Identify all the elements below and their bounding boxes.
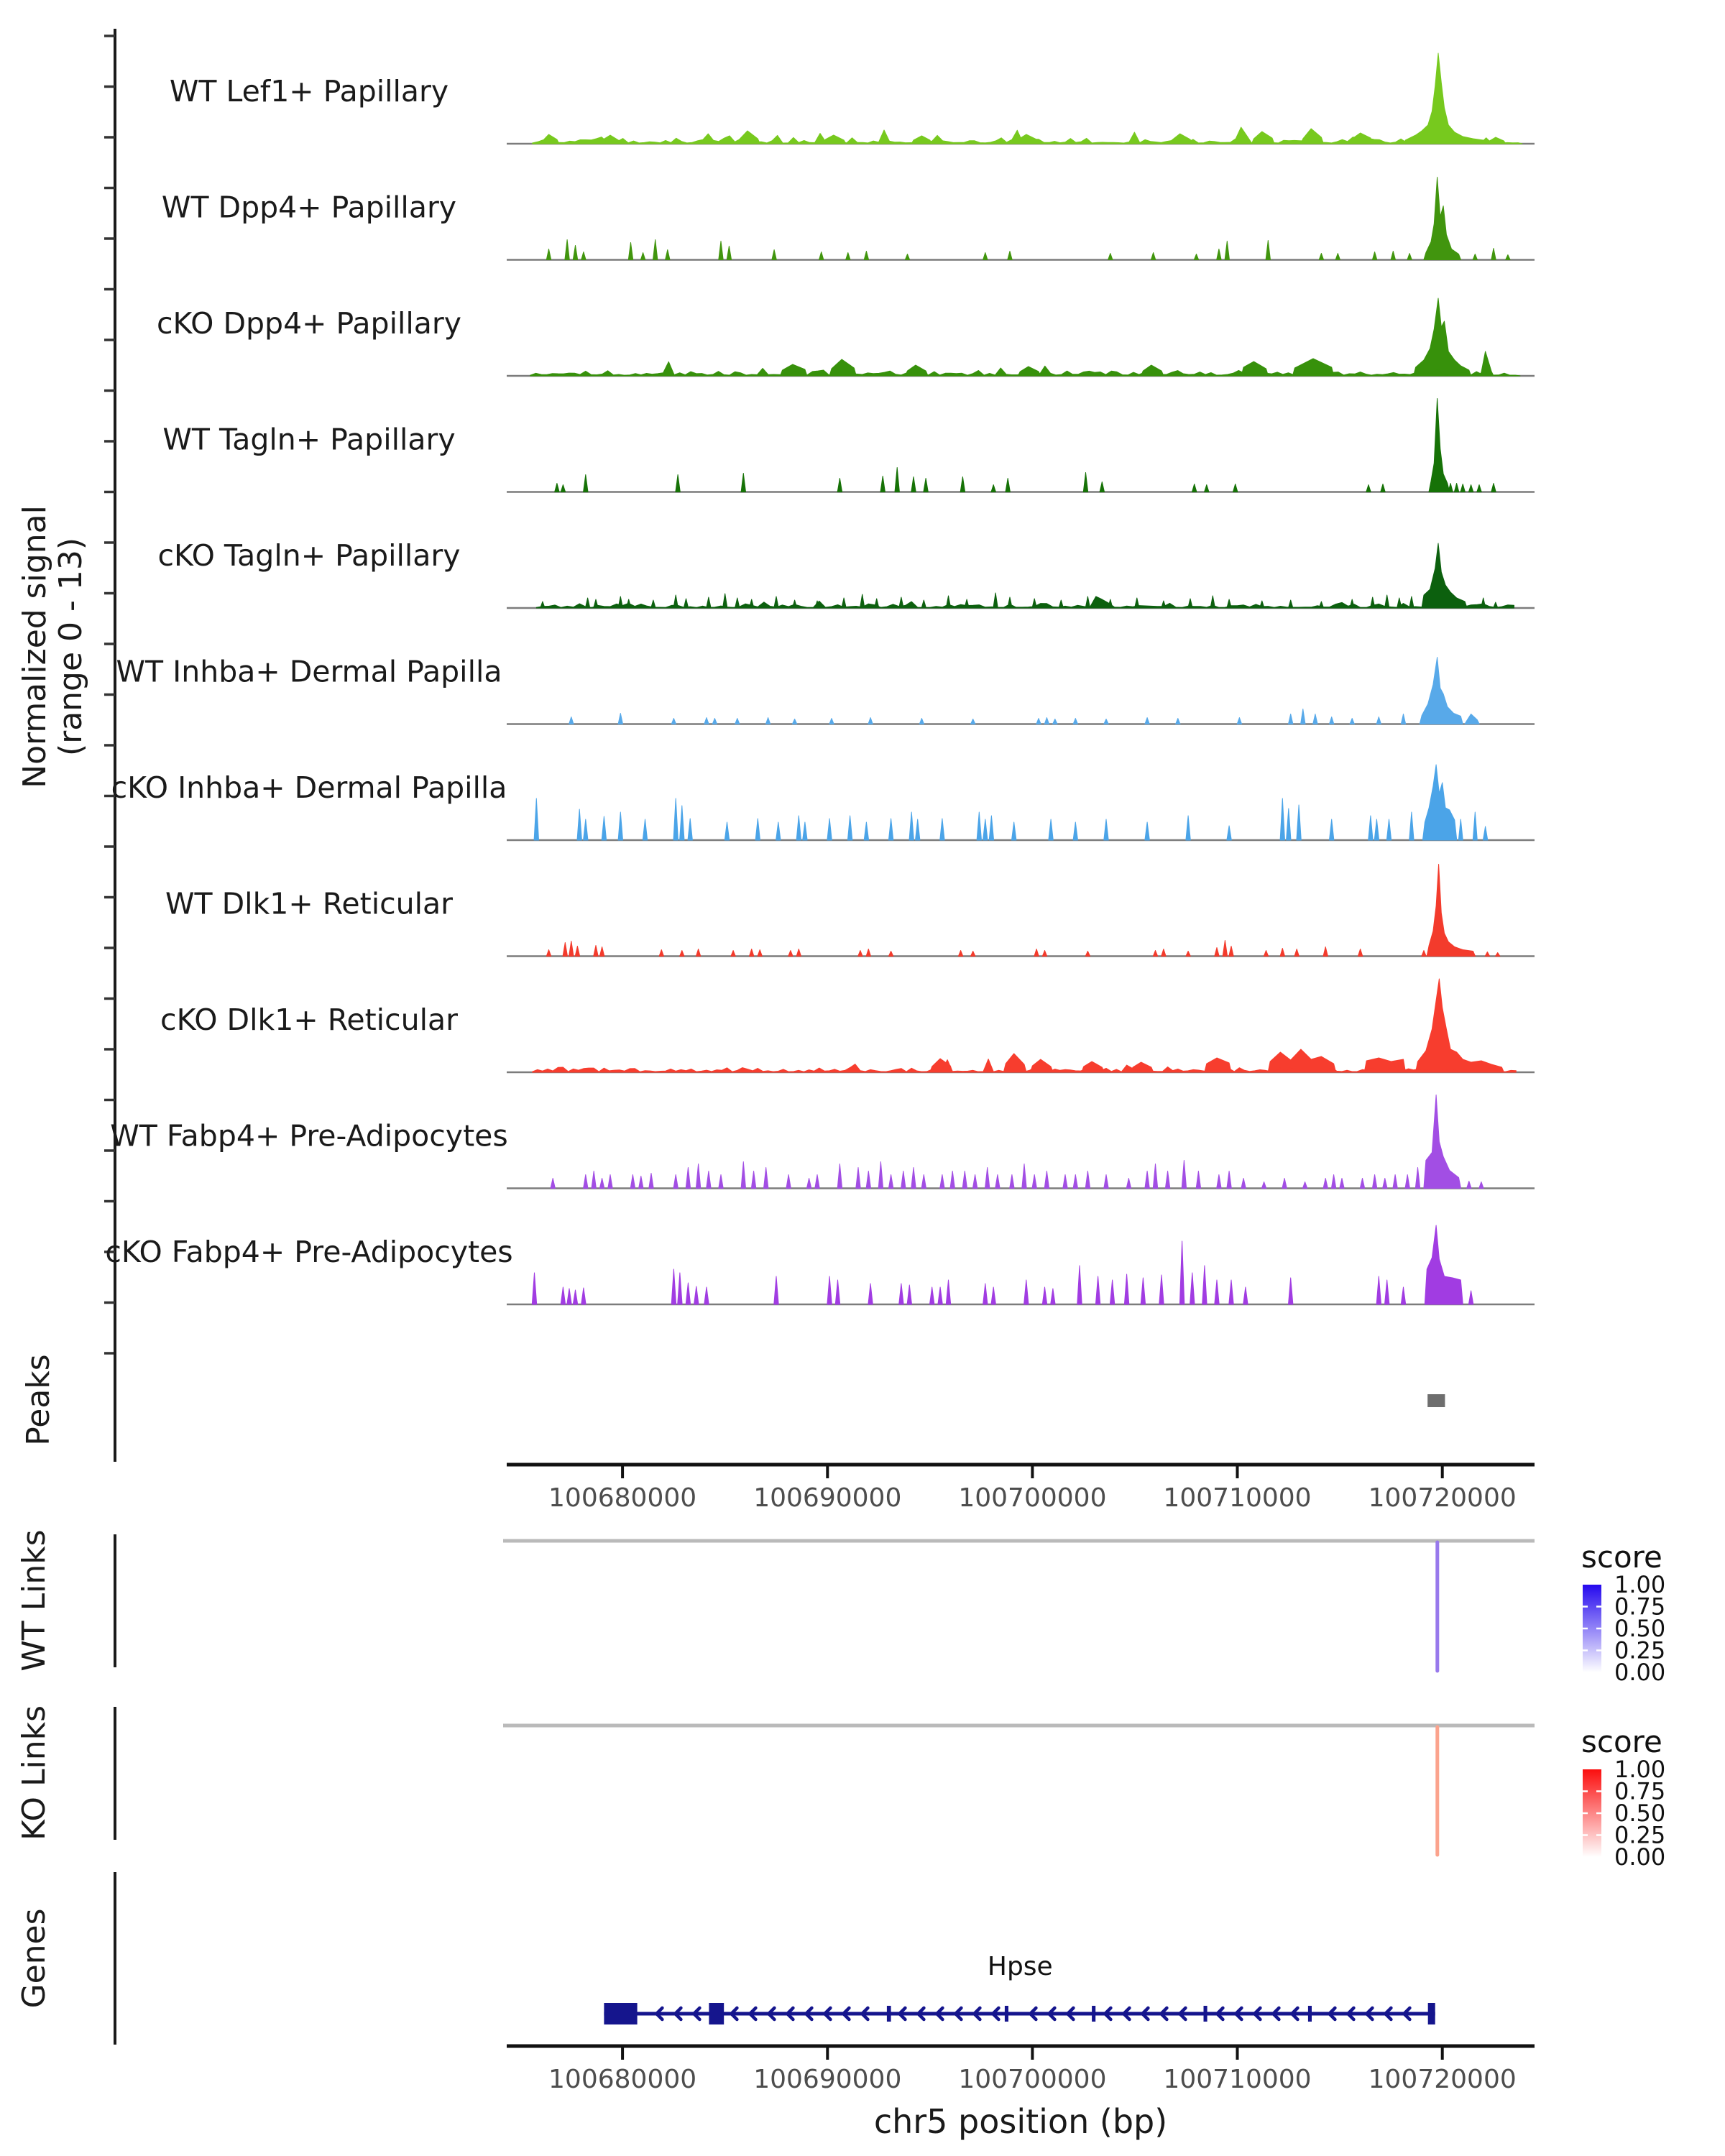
legend-tick-label: 0.00 [1614, 1659, 1666, 1686]
x-axis-tick-label: 100680000 [548, 2065, 697, 2094]
track-signal [555, 399, 1496, 492]
x-axis-tick-label: 100700000 [958, 1483, 1107, 1513]
wt_links-legend-title: score [1581, 1539, 1662, 1575]
track-label: cKO Fabp4+ Pre-Adipocytes [105, 1235, 513, 1269]
x-axis-tick-label: 100710000 [1163, 1483, 1312, 1513]
peaks-label: Peaks [20, 1354, 57, 1446]
x-axis-tick-label: 100720000 [1368, 2065, 1517, 2094]
track-signal [533, 53, 1522, 144]
track-signal [546, 178, 1510, 260]
x-axis-title: chr5 position (bp) [873, 2102, 1168, 2141]
track-signal [536, 543, 1514, 608]
track-signal [530, 298, 1520, 376]
gene-exon [1092, 2006, 1095, 2022]
track-label: WT Tagln+ Papillary [162, 422, 456, 457]
legend-tick-label: 0.00 [1614, 1843, 1666, 1871]
track-label: cKO Dpp4+ Papillary [156, 306, 462, 341]
x-axis-tick-label: 100690000 [753, 2065, 902, 2094]
gene-exon [709, 2003, 724, 2024]
legend-tick-label: 0.25 [1614, 1636, 1666, 1664]
legend-tick-label: 0.75 [1614, 1777, 1666, 1805]
gene-exon [1005, 2006, 1008, 2022]
y-axis-title-line1: Normalized signal [17, 505, 53, 788]
legend-tick-label: 0.50 [1614, 1800, 1666, 1827]
x-axis-tick-label: 100720000 [1368, 1483, 1517, 1513]
gene-name-label: Hpse [987, 1952, 1053, 1981]
track-label: WT Lef1+ Papillary [169, 74, 449, 109]
x-axis-tick-label: 100710000 [1163, 2065, 1312, 2094]
gene-exon [1308, 2006, 1312, 2022]
x-axis-tick-label: 100680000 [548, 1483, 697, 1513]
wt_links-label: WT Links [16, 1529, 52, 1672]
track-label: WT Fabp4+ Pre-Adipocytes [110, 1118, 508, 1153]
track-label: WT Dlk1+ Reticular [165, 886, 454, 921]
track-signal [569, 658, 1480, 724]
track-signal [546, 865, 1500, 957]
x-axis-tick-label: 100700000 [958, 2065, 1107, 2094]
track-signal [551, 1095, 1484, 1189]
y-axis-title-line2: (range 0 - 13) [52, 537, 89, 757]
ko_links-label: KO Links [16, 1705, 52, 1841]
gene-exon [1204, 2006, 1208, 2022]
peak-interval [1427, 1394, 1445, 1407]
track-signal [534, 765, 1488, 840]
legend-tick-label: 0.50 [1614, 1615, 1666, 1642]
track-signal [533, 979, 1517, 1072]
legend-tick-label: 0.25 [1614, 1821, 1666, 1849]
legend-tick-label: 1.00 [1614, 1571, 1666, 1598]
legend-tick-label: 0.75 [1614, 1593, 1666, 1621]
gene-exon [887, 2006, 891, 2022]
track-label: WT Dpp4+ Papillary [161, 190, 457, 225]
gene-exon [604, 2003, 637, 2024]
track-signal [532, 1225, 1473, 1304]
track-label: cKO Dlk1+ Reticular [160, 1003, 458, 1037]
track-label: WT Inhba+ Dermal Papilla [116, 654, 502, 689]
gene-exon [1428, 2003, 1435, 2024]
genes-label: Genes [16, 1908, 52, 2009]
track-label: cKO Tagln+ Papillary [157, 538, 461, 573]
legend-tick-label: 1.00 [1614, 1756, 1666, 1783]
ko_links-legend-title: score [1581, 1724, 1662, 1759]
x-axis-tick-label: 100690000 [753, 1483, 902, 1513]
track-label: cKO Inhba+ Dermal Papilla [111, 770, 507, 805]
